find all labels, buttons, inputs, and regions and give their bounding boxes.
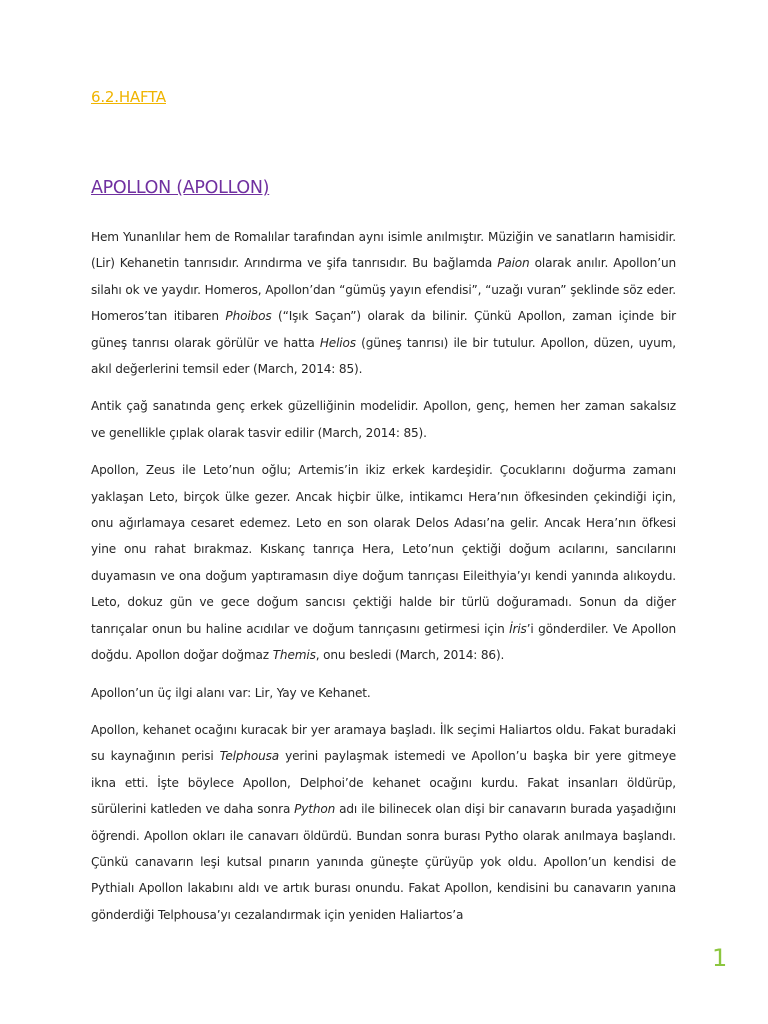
text-run: Apollon, kehanet ocağını kuracak bir yer aramaya başladı. İlk seçimi Haliartos oldu. Fakat buradaki su kaynağının perisi (91, 722, 676, 764)
week-title: 6.2.HAFTA (91, 88, 166, 106)
text-run: , onu besledi (March, 2014: 86). (315, 648, 505, 663)
text-run: Antik çağ sanatında genç erkek güzelliğinin modelidir. Apollon, genç, hemen her zaman sakalsız ve genellikle çıplak olarak tasvir edilir (March, 2014: 85). (91, 399, 676, 440)
paragraph-3 (91, 457, 676, 668)
italic-term: Themis (272, 648, 316, 663)
text-run: Apollon’un üç ilgi alanı var: Lir, Yay ve Kehanet. (91, 685, 371, 700)
text-run: yerini paylaşmak istemedi ve Apollon’u başka bir yere gitmeye ikna etti. İşte böylece Apollon, Delphoi’de kehanet ocağını kurdu. Fakat insanları öldürüp, sürülerini katleden ve daha sonra (91, 749, 677, 817)
text-run: Hem Yunanlılar hem de Romalılar tarafından aynı isimle anılmıştır. Müziğin ve sanatların hamisidir. (Lir) Kehanetin tanrısıdır. Arındırma ve şifa tanrısıdır. Bu bağlamda (91, 230, 676, 271)
italic-term: Helios (319, 335, 356, 350)
section-title: APOLLON (APOLLON) (91, 178, 270, 198)
text-run: ’i gönderdiler. Ve Apollon doğdu. Apollon doğar doğmaz (91, 621, 677, 663)
paragraph-1 (91, 224, 676, 382)
italic-term: Telphousa (219, 749, 280, 764)
paragraph-4 (91, 680, 676, 706)
italic-term: Python (294, 802, 336, 817)
paragraph-2 (91, 393, 676, 446)
text-run: adı ile bilinecek olan dişi bir canavarın burada yaşadığını öğrendi. Apollon okları ile canavarı öldürdü. Bundan sonra burası Pytho olarak anılmaya başlandı. Çünkü canavarın leşi kutsal pınarın yanında güneşte çürüyüp yok oldu. Apollon’un kendisi de Pythialı Apollon lakabını aldı ve artık burası onundu. Fakat Apollon, kendisini bu canavarın yanına gönderdiği Telphousa’yı cezalandırmak için yeniden Haliartos’a (91, 802, 676, 922)
italic-term: İris (509, 621, 527, 636)
paragraph-5 (91, 717, 676, 928)
text-run: (güneş tanrısı) ile bir tutulur. Apollon, düzen, uyum, akıl değerlerini temsil eder (March, 2014: 85). (91, 335, 676, 377)
italic-term: Phoibos (225, 309, 272, 324)
text-run: olarak anılır. Apollon’un silahı ok ve yaydır. Homeros, Apollon’dan “gümüş yayın efendisi”, “uzağı vuran” şeklinde söz eder. Homeros’tan itibaren (91, 256, 677, 324)
italic-term: Paion (497, 256, 530, 271)
text-run: (“Işık Saçan”) olarak da bilinir. Çünkü Apollon, zaman içinde bir güneş tanrısı olarak görülür ve hatta (91, 309, 676, 350)
page-number: 1 (712, 944, 728, 972)
text-run: Apollon, Zeus ile Leto’nun oğlu; Artemis’in ikiz erkek kardeşidir. Çocuklarını doğurma zamanı yaklaşan Leto, birçok ülke gezer. Ancak hiçbir ülke, intikamcı Hera’nın öfkesinden çekindiği için, onu ağırlamaya cesaret edemez. Leto en son olarak Delos Adası’na gelir. Ancak Hera’nın öfkesi yine onu rahat bırakmaz. Kıskanç tanrıça Hera, Leto’nun çektiği doğum acılarını, sancılarını duyamasın ve ona doğum yaptıramasın diye doğum tanrıçası Eileithyia’yı kendi yanında alıkoydu. Leto, dokuz gün ve gece doğum sancısı çektiği halde bir türlü doğuramadı. Sonun da diğer tanrıçalar onun bu haline acıdılar ve doğum tanrıçasını getirmesi için (91, 463, 676, 636)
body-text (91, 224, 676, 939)
